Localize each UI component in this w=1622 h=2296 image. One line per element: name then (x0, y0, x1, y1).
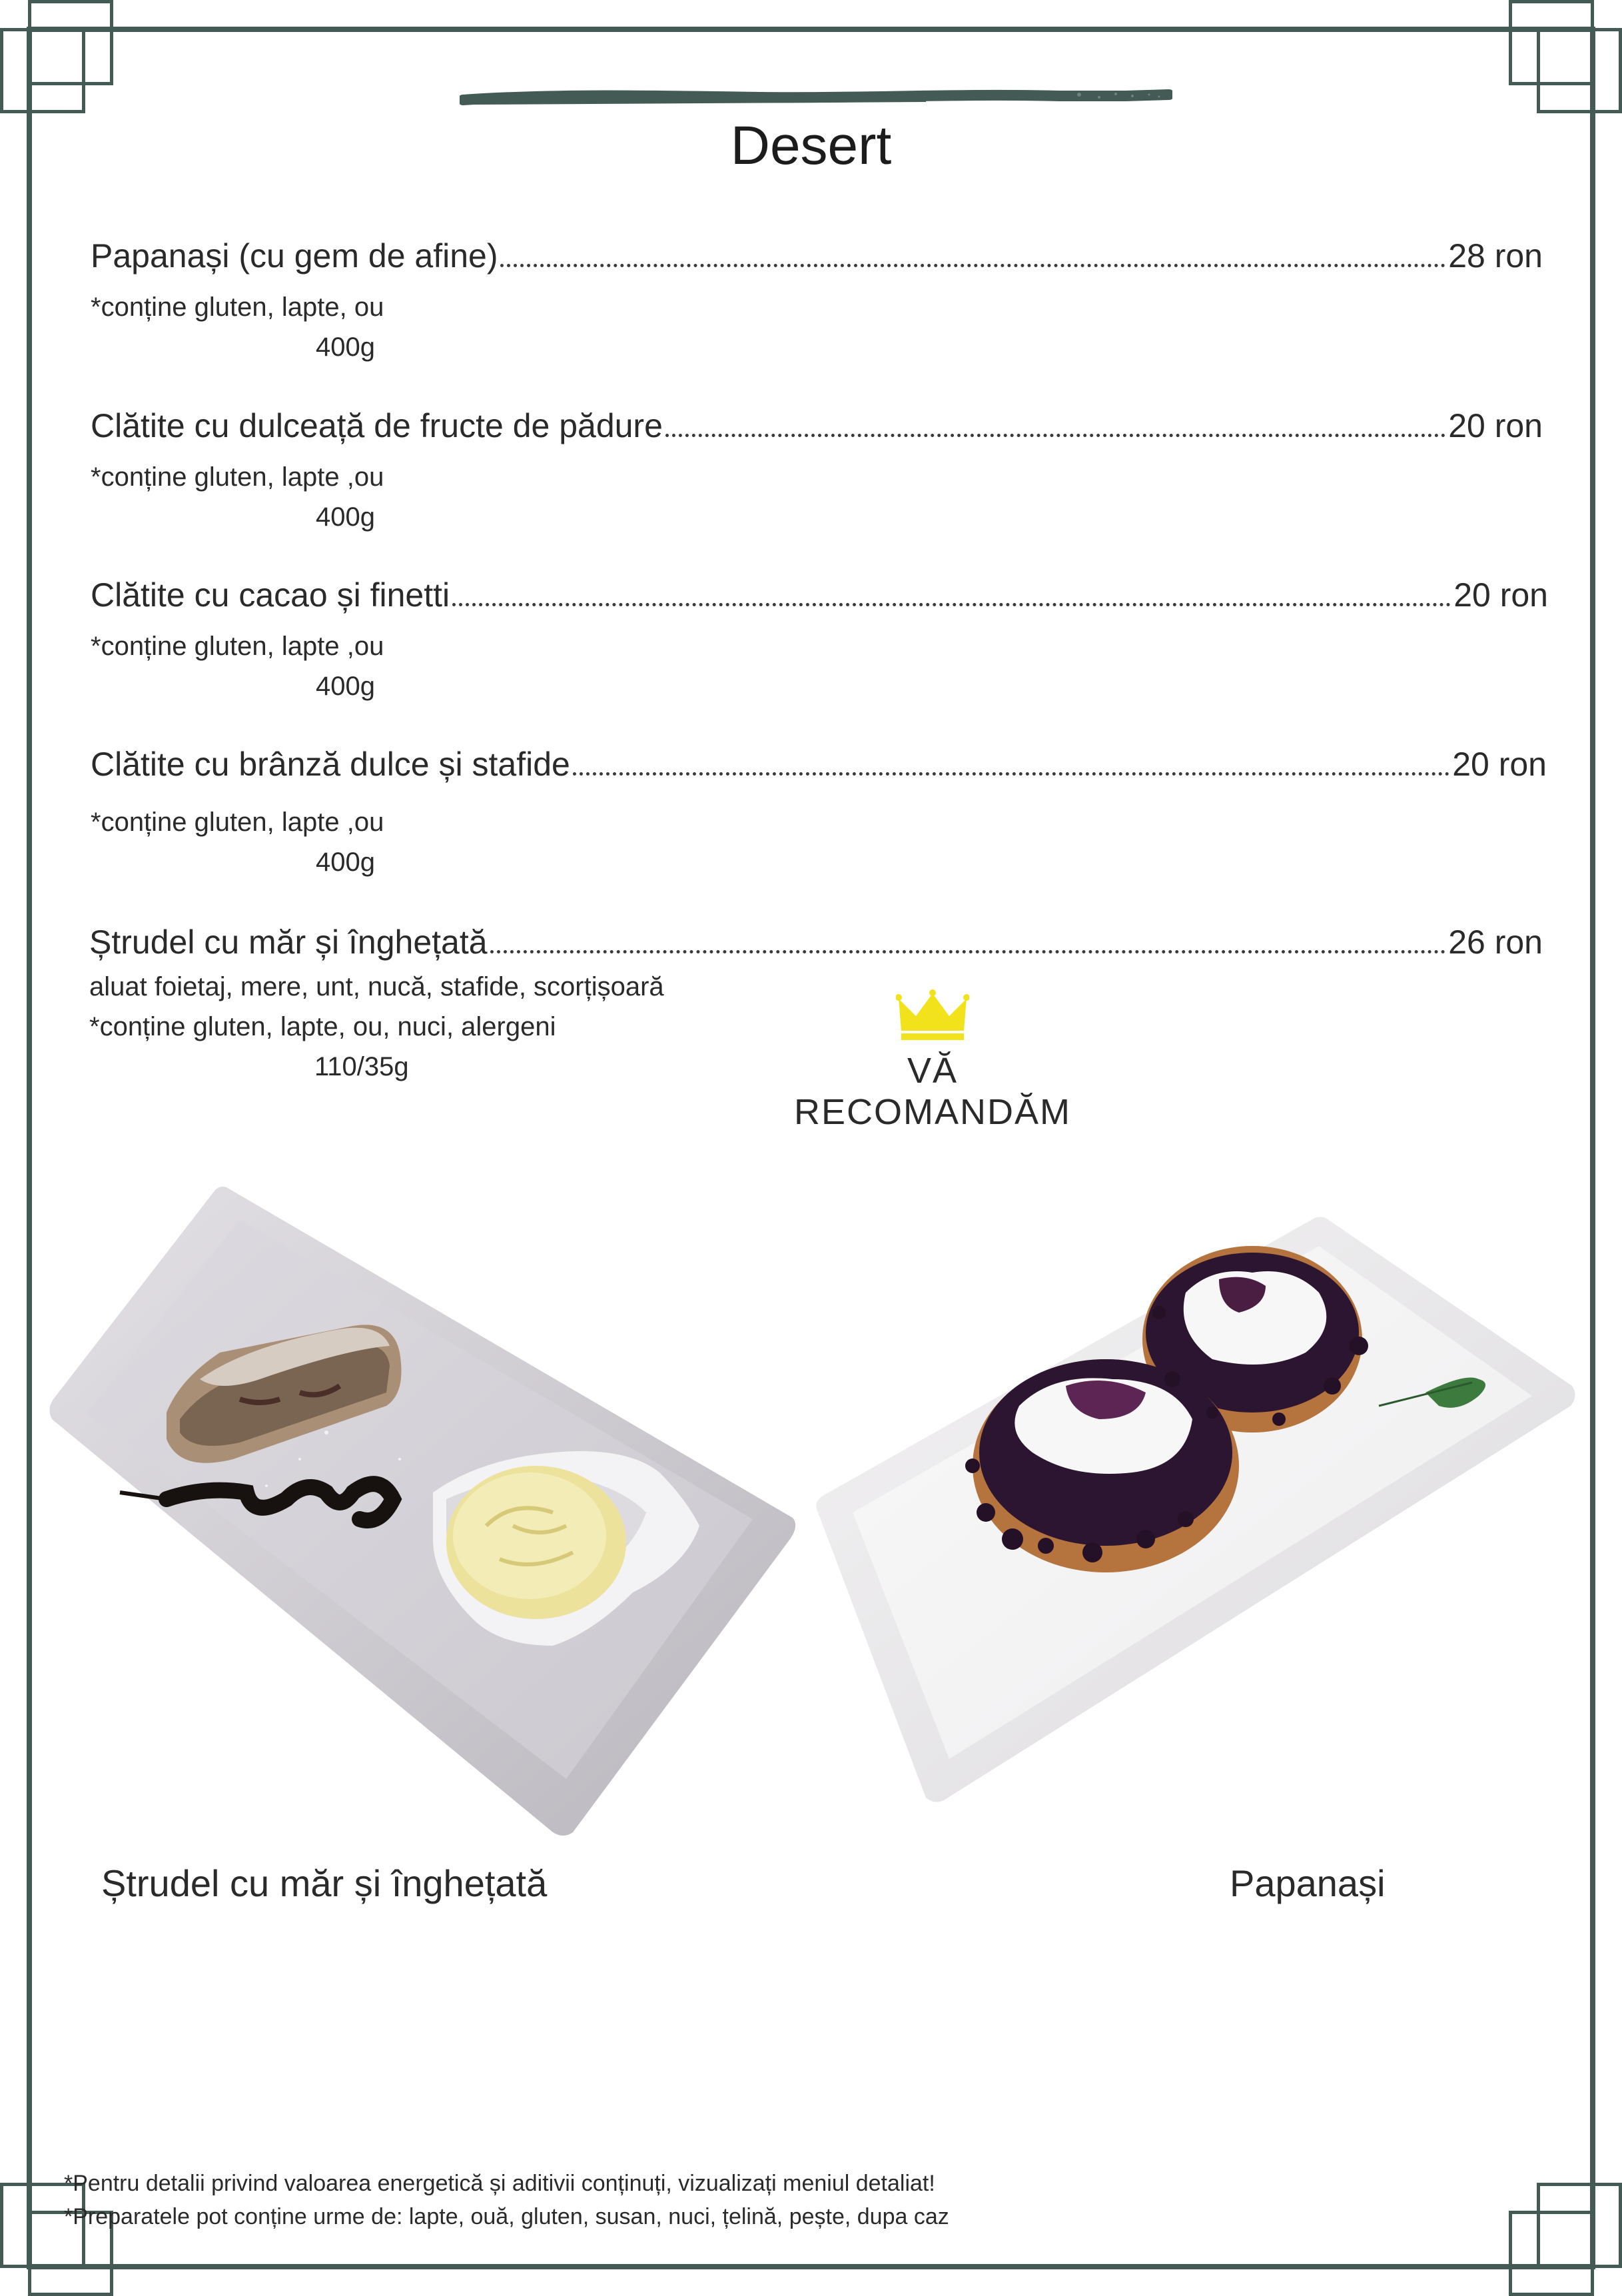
corner-ornament-top-left (0, 0, 113, 113)
item-allergens: *conține gluten, lapte, ou (91, 292, 384, 322)
item-price: 20 ron (1448, 407, 1543, 444)
item-price: 28 ron (1448, 237, 1543, 275)
item-allergens: *conține gluten, lapte ,ou (91, 462, 384, 492)
footnote-traces: *Preparatele pot conține urme de: lapte, ouă, gluten, susan, nuci, țelină, pește, dupa caz (64, 2204, 949, 2229)
item-price: 20 ron (1453, 576, 1548, 614)
menu-item (91, 576, 1548, 706)
menu-item (91, 745, 1547, 882)
dot-leader (490, 950, 1446, 953)
item-allergens: *conține gluten, lapte, ou, nuci, alergeni (89, 1012, 556, 1041)
crown-icon (896, 989, 969, 1043)
item-name: Clătite cu brânză dulce și stafide (91, 746, 570, 783)
item-price: 20 ron (1452, 746, 1547, 783)
corner-ornament-bottom-right (1509, 2183, 1622, 2296)
item-name: Clătite cu dulceață de fructe de pădure (91, 407, 663, 444)
item-name: Clătite cu cacao și finetti (91, 576, 450, 614)
item-allergens: *conține gluten, lapte ,ou (91, 808, 384, 837)
dot-leader (573, 772, 1449, 776)
item-ingredients: aluat foietaj, mere, unt, nucă, stafide, scorțișoară (89, 972, 664, 1001)
corner-ornament-top-right (1509, 0, 1622, 113)
dot-leader (665, 434, 1445, 437)
item-weight: 110/35g (314, 1052, 409, 1081)
brush-stroke-divider (460, 87, 1172, 113)
dot-leader (500, 264, 1445, 267)
corner-ornament-bottom-left (0, 2183, 113, 2296)
item-weight: 400g (316, 502, 375, 532)
item-price: 26 ron (1448, 923, 1543, 961)
strudel-photo (47, 1179, 799, 1839)
item-allergens: *conține gluten, lapte ,ou (91, 632, 384, 661)
menu-item (91, 237, 1543, 367)
item-weight: 400g (316, 848, 375, 877)
recommend-badge (766, 989, 1099, 1133)
strudel-caption: Ștrudel cu măr și înghețată (101, 1862, 548, 1904)
item-name: Papanași (cu gem de afine) (91, 237, 498, 275)
dot-leader (452, 603, 1451, 606)
papanasi-photo (813, 1213, 1579, 1812)
footnote-energy: *Pentru detalii privind valoarea energetică și aditivii conținuți, vizualizați meniul detaliat! (64, 2171, 935, 2196)
recommend-label: VĂ RECOMANDĂM (793, 1051, 1071, 1132)
item-weight: 400g (316, 332, 375, 362)
item-weight: 400g (316, 672, 375, 701)
item-name: Ștrudel cu măr și înghețată (89, 923, 488, 961)
menu-item (91, 406, 1543, 537)
page-title: Desert (730, 115, 892, 176)
papanasi-caption: Papanași (1230, 1862, 1386, 1904)
